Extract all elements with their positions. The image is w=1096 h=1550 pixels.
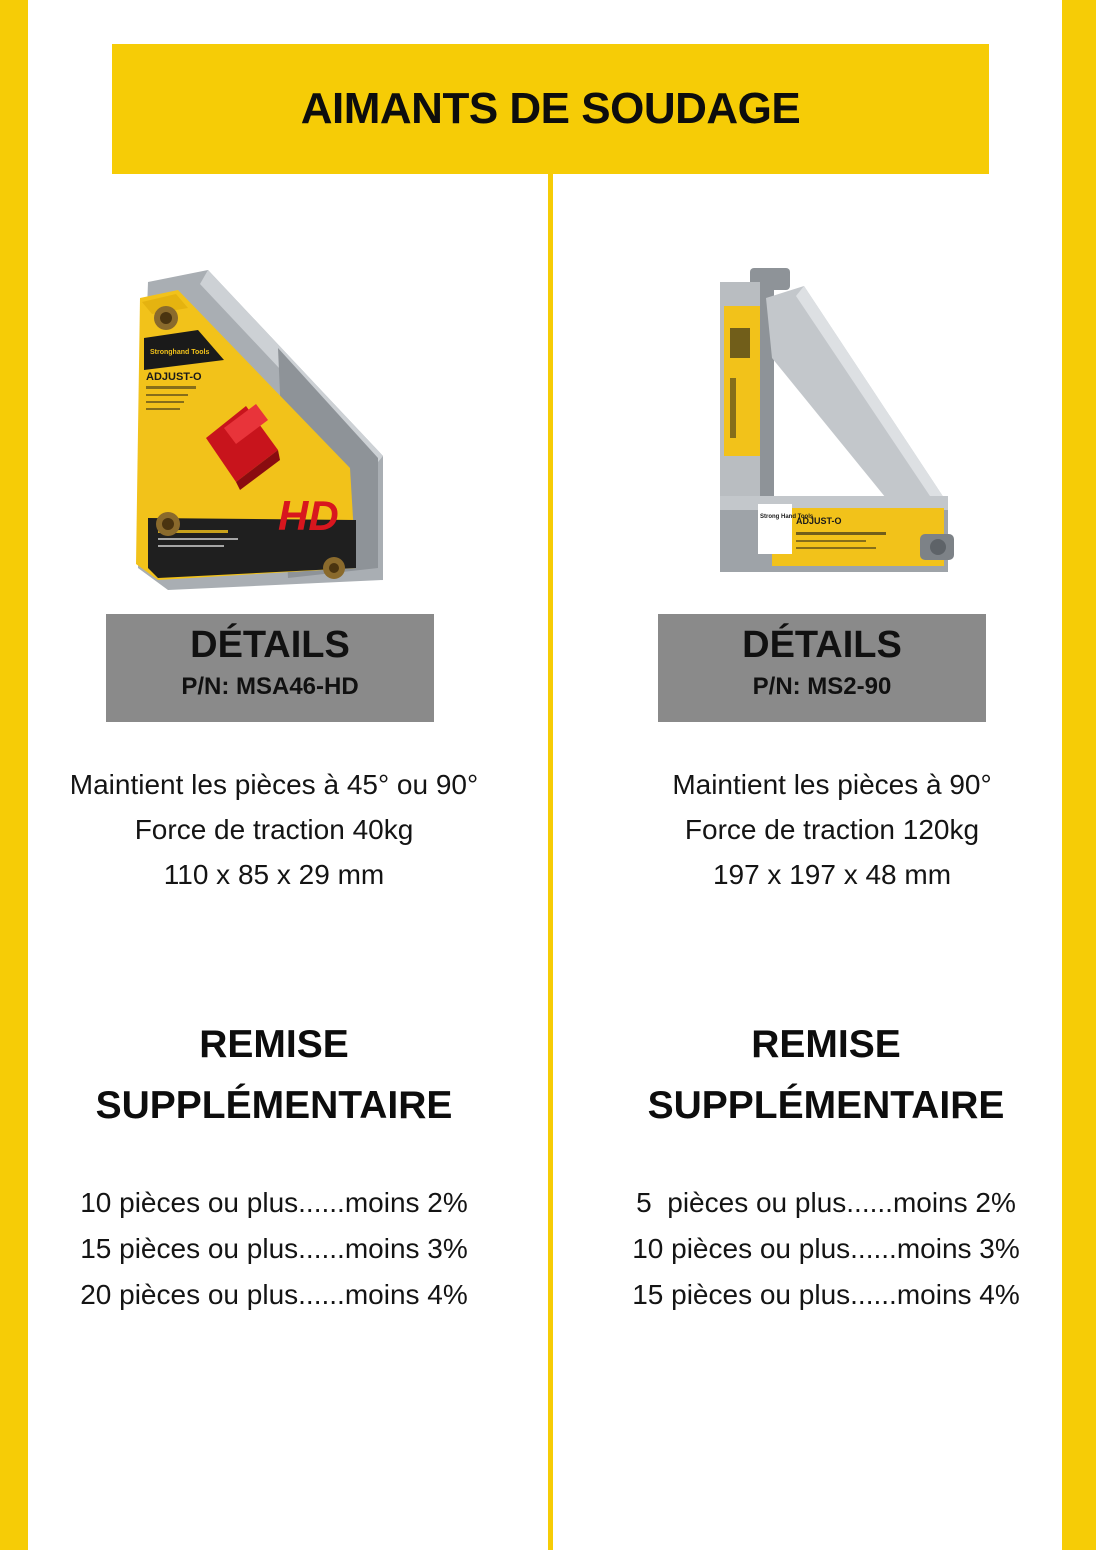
product-card-ms2-90 bbox=[558, 0, 1096, 1550]
product-image bbox=[712, 268, 962, 580]
discount-line: 10 pièces ou plus......moins 3% bbox=[632, 1233, 1020, 1264]
remise-line: SUPPLÉMENTAIRE bbox=[647, 1084, 1005, 1127]
remise-line: REMISE bbox=[199, 1023, 349, 1066]
details-box bbox=[106, 614, 434, 722]
remise-heading bbox=[552, 1014, 1096, 1136]
magnet-square-45-90-icon bbox=[128, 268, 408, 590]
spec-line: 110 x 85 x 29 mm bbox=[163, 859, 385, 890]
spec-line: Force de traction 40kg bbox=[134, 814, 414, 845]
specs-list bbox=[0, 762, 548, 897]
page-title: AIMANTS DE SOUDAGE bbox=[300, 84, 801, 133]
remise-line: SUPPLÉMENTAIRE bbox=[95, 1084, 453, 1127]
spec-line: Maintient les pièces à 90° bbox=[672, 769, 992, 800]
remise-line: REMISE bbox=[751, 1023, 901, 1066]
part-number: P/N: MSA46-HD bbox=[181, 673, 359, 700]
hd-badge: HD bbox=[278, 492, 339, 539]
discount-line: 15 pièces ou plus......moins 4% bbox=[632, 1279, 1020, 1310]
discount-line: 5 pièces ou plus......moins 2% bbox=[636, 1187, 1016, 1218]
spec-line: 197 x 197 x 48 mm bbox=[712, 859, 952, 890]
discount-line: 10 pièces ou plus......moins 2% bbox=[80, 1187, 468, 1218]
remise-heading bbox=[0, 1014, 548, 1136]
model-text: ADJUST-O bbox=[796, 516, 842, 526]
brand-text: Strong Hand Tools bbox=[760, 514, 814, 520]
discount-line: 20 pièces ou plus......moins 4% bbox=[80, 1279, 468, 1310]
spec-line: Force de traction 120kg bbox=[684, 814, 980, 845]
discount-list bbox=[0, 1180, 548, 1318]
discount-list bbox=[556, 1180, 1096, 1318]
product-card-msa46-hd bbox=[10, 0, 558, 1550]
details-title: DÉTAILS bbox=[190, 624, 350, 666]
part-number: P/N: MS2-90 bbox=[752, 673, 892, 700]
details-box bbox=[658, 614, 986, 722]
model-text: ADJUST-O bbox=[146, 371, 202, 383]
brand-text: Stronghand Tools bbox=[150, 349, 210, 356]
specs-list bbox=[558, 762, 1096, 897]
details-title: DÉTAILS bbox=[742, 624, 902, 666]
discount-line: 15 pièces ou plus......moins 3% bbox=[80, 1233, 468, 1264]
spec-line: Maintient les pièces à 45° ou 90° bbox=[69, 769, 479, 800]
magnet-switch-90-icon bbox=[712, 268, 962, 580]
product-image bbox=[128, 268, 408, 590]
